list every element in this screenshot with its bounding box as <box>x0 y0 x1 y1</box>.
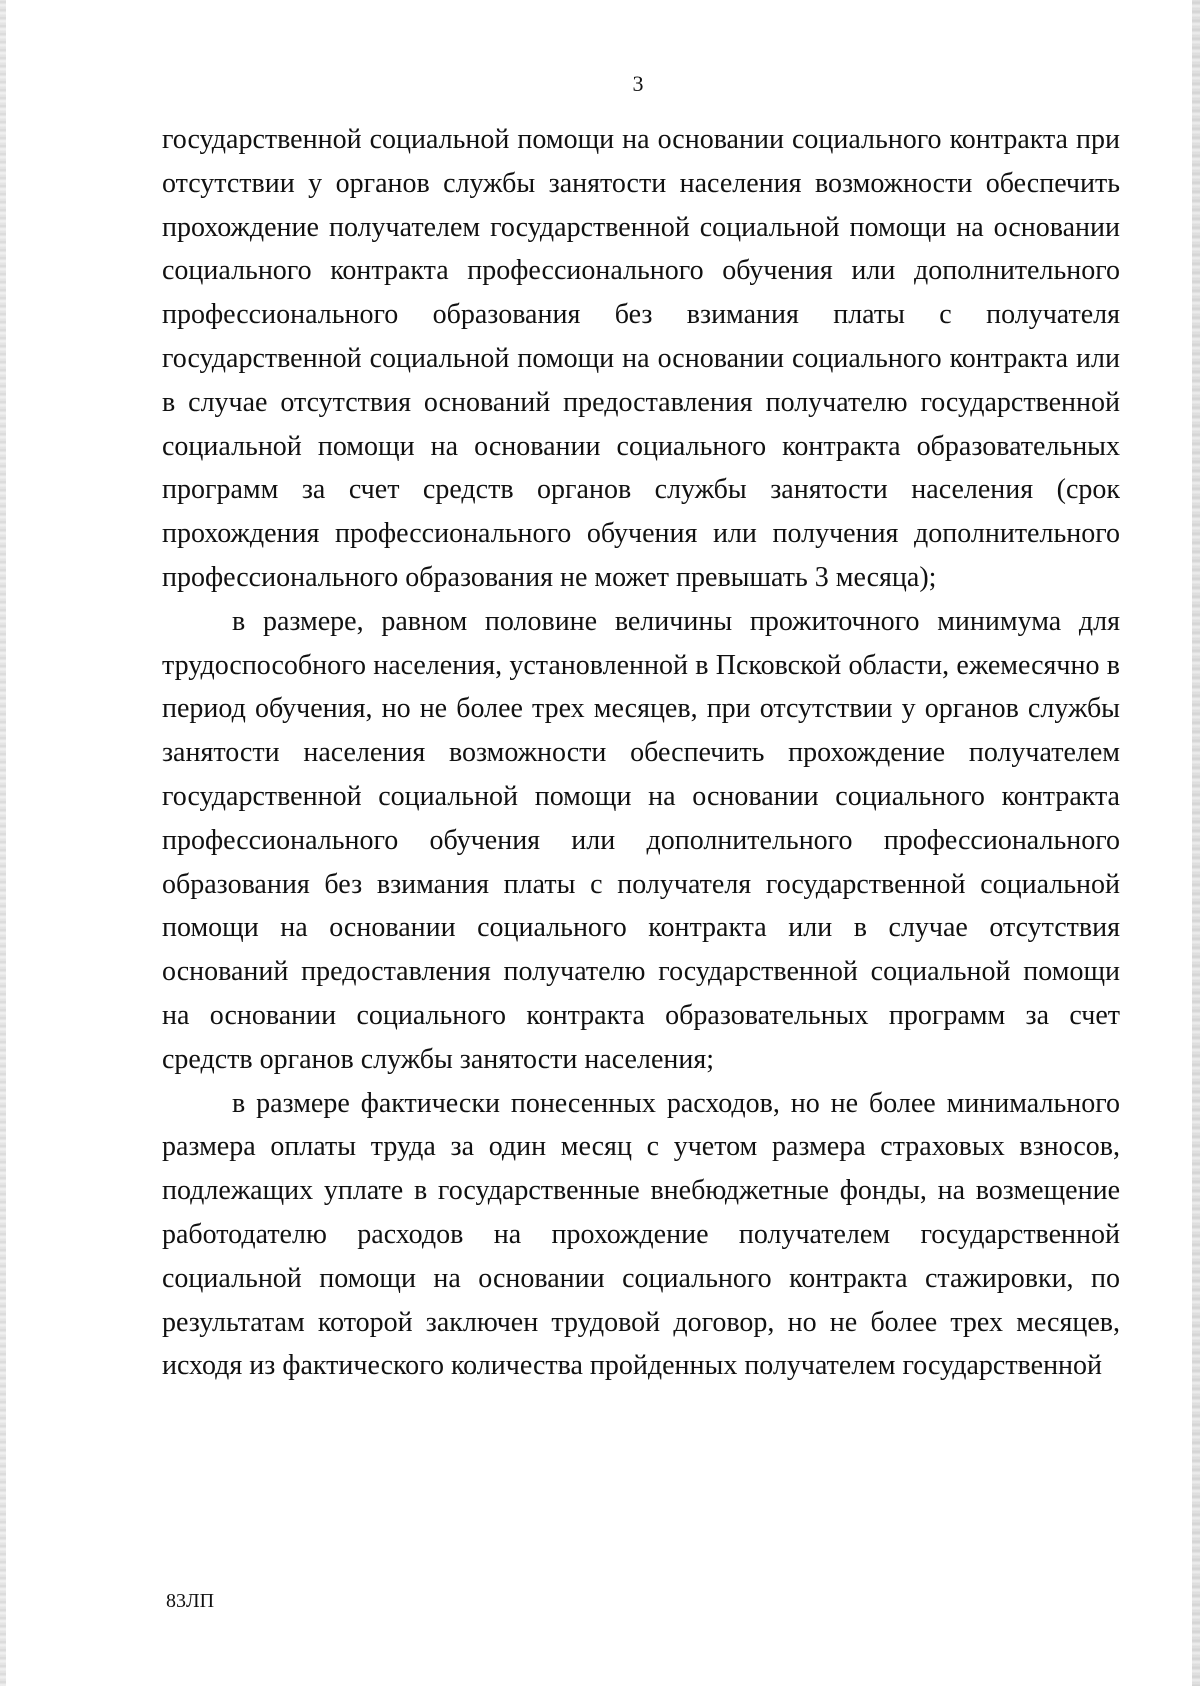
page-number: 3 <box>632 71 644 96</box>
scan-edge-right <box>1192 0 1200 1686</box>
paragraph-actual-expenses: в размере фактически понесенных расходов, но не более минимального размера оплаты труда за один месяц с учетом размера страховых взносов, подлежащих уплате в государственные внебюджетные фонды, на возмещение работодателю расходов на прохождение получателем государственной социальной помощи на основании социального контракта стажировки, по результатам которой заключен трудовой договор, но не более трех месяцев, исходя из фактического количества пройденных получателем государственной <box>162 1087 1120 1382</box>
scan-edge-left <box>0 0 6 1686</box>
document-body <box>162 118 1120 1388</box>
paragraph-continuation: государственной социальной помощи на основании социального контракта при отсутствии у органов службы занятости населения возможности обеспечить прохождение получателем государственной социальной помощи на основании социального контракта профессионального обучения или дополнительного профессионального образования без взимания платы с получателя государственной социальной помощи на основании социального контракта или в случае отсутствия оснований предоставления получателю государственной социальной помощи на основании социального контракта образовательных программ за счет средств органов службы занятости населения (срок прохождения профессионального обучения или получения дополнительного профессионального образования не может превышать 3 месяца); <box>162 124 1120 593</box>
paragraph-half-subsistence: в размере, равном половине величины прожиточного минимума для трудоспособного населения, установленной в Псковской области, ежемесячно в период обучения, но не более трех месяцев, при отсутствии у органов службы занятости населения возможности обеспечить прохождение получателем государственной социальной помощи на основании социального контракта профессионального обучения или дополнительного профессионального образования без взимания платы с получателя государственной социальной помощи на основании социального контракта или в случае отсутствия оснований предоставления получателю государственной социальной помощи на основании социального контракта образовательных программ за счет средств органов службы занятости населения; <box>162 605 1120 1075</box>
footer-document-code: 83ЛП <box>166 1590 215 1612</box>
